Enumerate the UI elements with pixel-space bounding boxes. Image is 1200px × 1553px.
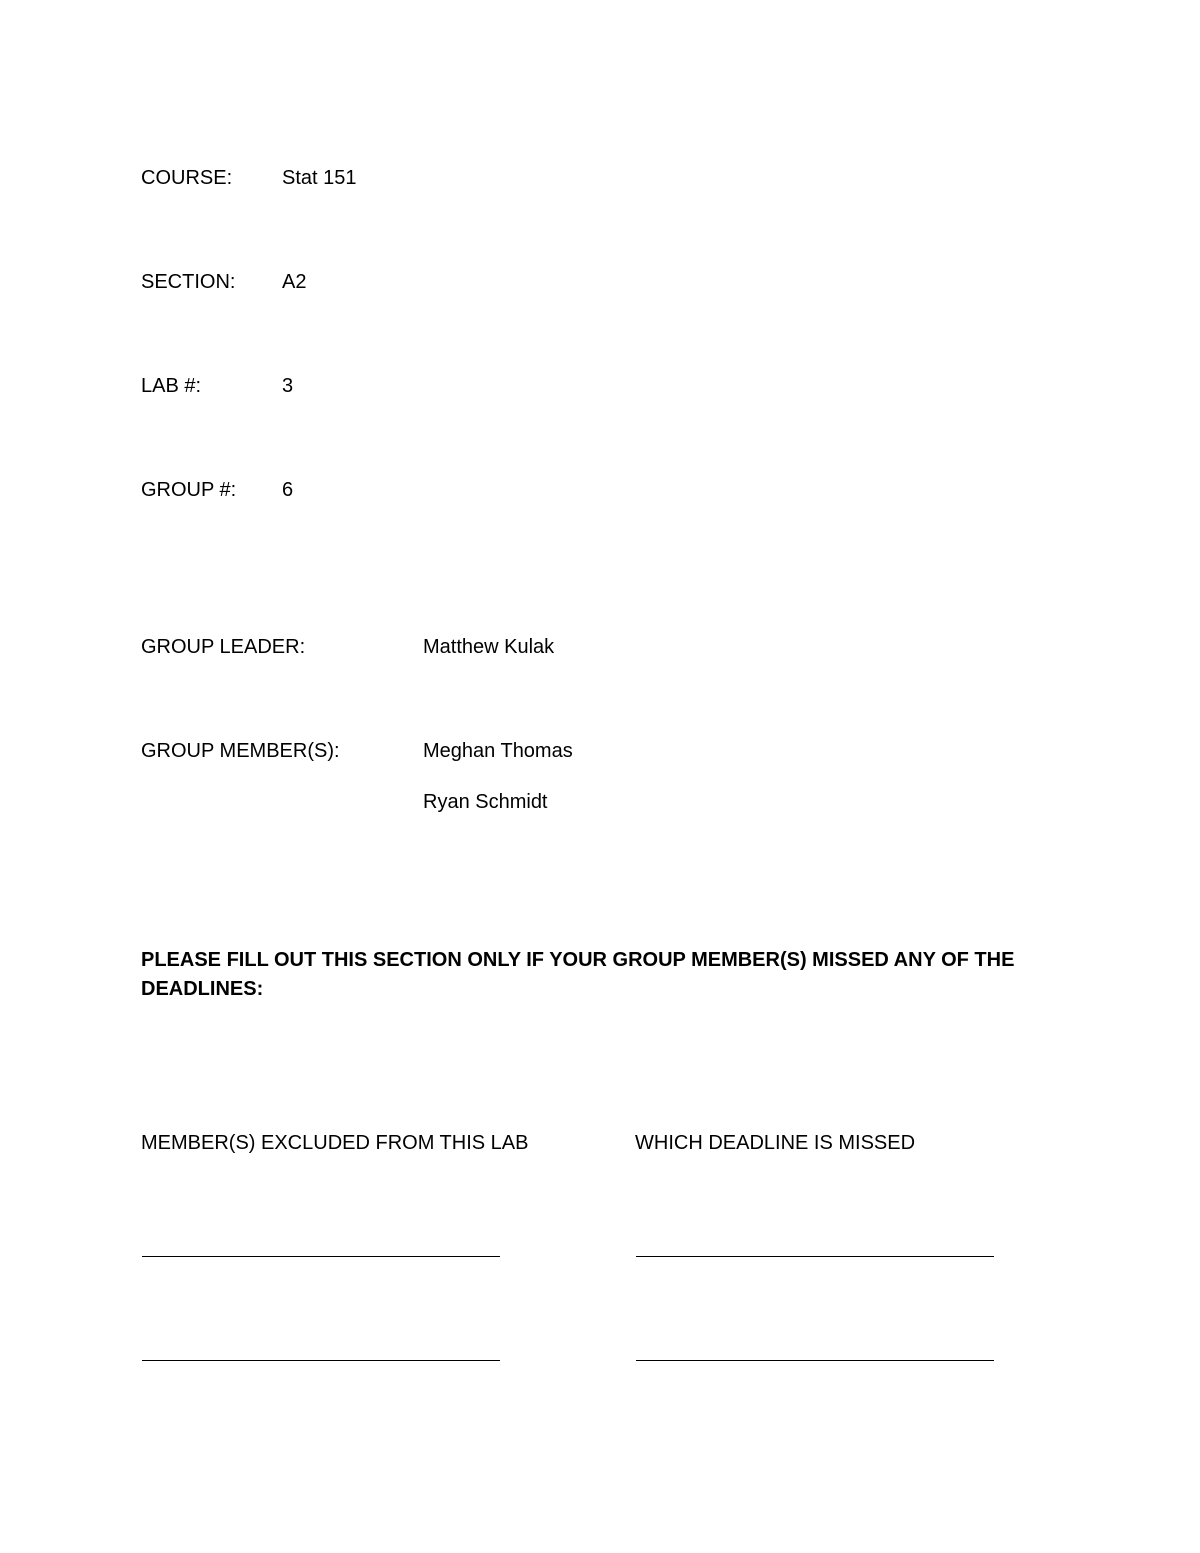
course-label: COURSE: bbox=[141, 167, 233, 189]
missed-deadline-blank-line[interactable] bbox=[636, 1360, 994, 1361]
missed-deadline-header: WHICH DEADLINE IS MISSED bbox=[635, 1132, 916, 1154]
group-member-name: Ryan Schmidt bbox=[423, 791, 548, 813]
lab-value: 3 bbox=[282, 375, 294, 397]
group-leader-label: GROUP LEADER: bbox=[141, 636, 306, 658]
missed-deadline-notice: PLEASE FILL OUT THIS SECTION ONLY IF YOUR GROUP MEMBER(S) MISSED ANY OF THE DEADLINES: bbox=[141, 949, 1015, 1000]
section-label: SECTION: bbox=[141, 271, 236, 293]
section-value: A2 bbox=[282, 271, 307, 293]
excluded-members-header: MEMBER(S) EXCLUDED FROM THIS LAB bbox=[141, 1132, 529, 1154]
excluded-member-blank-line[interactable] bbox=[142, 1256, 500, 1257]
group-number-label: GROUP #: bbox=[141, 479, 237, 501]
group-leader-name: Matthew Kulak bbox=[423, 636, 555, 658]
missed-deadline-blank-line[interactable] bbox=[636, 1256, 994, 1257]
group-members-label: GROUP MEMBER(S): bbox=[141, 740, 340, 762]
excluded-member-blank-line[interactable] bbox=[142, 1360, 500, 1361]
lab-label: LAB #: bbox=[141, 375, 202, 397]
course-value: Stat 151 bbox=[282, 167, 357, 189]
group-member-name: Meghan Thomas bbox=[423, 740, 573, 762]
group-number-value: 6 bbox=[282, 479, 294, 501]
